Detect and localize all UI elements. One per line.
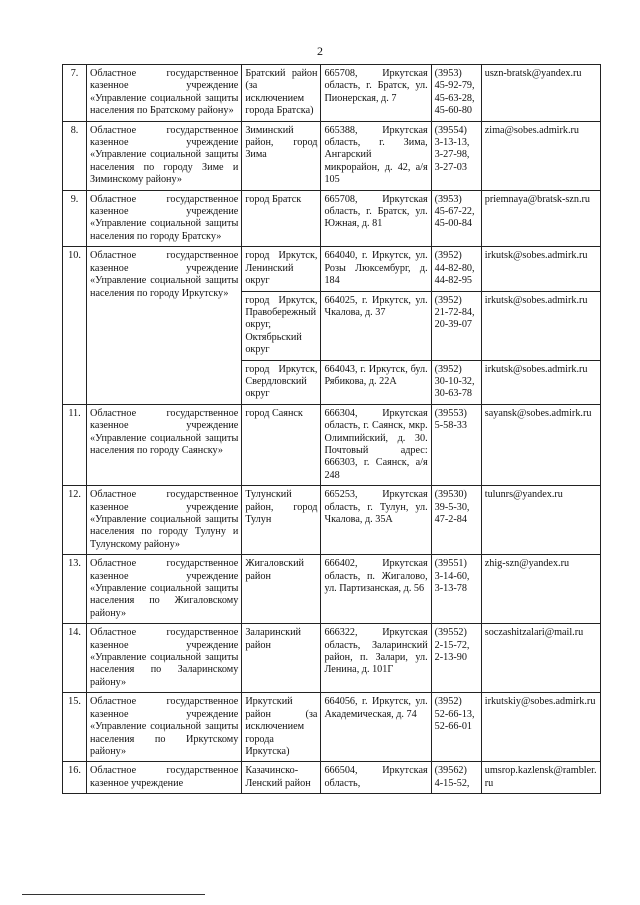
table-row bbox=[63, 121, 601, 190]
email-cell bbox=[481, 404, 600, 485]
row-number-cell bbox=[63, 404, 87, 485]
email-cell bbox=[481, 121, 600, 190]
row-number: 8. bbox=[70, 124, 79, 136]
territory-cell bbox=[242, 762, 321, 794]
territory-text: Братский район (за исключением города Братска) bbox=[245, 68, 318, 117]
phone-cell bbox=[431, 762, 481, 794]
address-text: 665253, Иркутская область, г. Тулун, ул. Чкалова, д. 35А bbox=[324, 489, 428, 525]
table-row bbox=[63, 486, 601, 555]
territory-cell bbox=[242, 121, 321, 190]
email-cell bbox=[481, 693, 600, 762]
address-text: 664043, г. Иркутск, бул. Рябикова, д. 22А bbox=[324, 363, 428, 387]
institution-name: Областное государственное казенное учреждение «Управление социальной защиты населения по городу Иркутску» bbox=[90, 250, 239, 299]
territory-text: Казачинско-Ленский район bbox=[245, 765, 311, 789]
email-text: uszn-bratsk@yandex.ru bbox=[484, 68, 582, 79]
email-text: irkutsk@sobes.admirk.ru bbox=[484, 250, 588, 262]
territory-cell bbox=[242, 404, 321, 485]
address-text: 665388, Иркутская область, г. Зима, Ангарский микрорайон, д. 42, а/я 105 bbox=[324, 124, 428, 186]
email-text: priemnaya@bratsk-szn.ru bbox=[484, 193, 591, 205]
phone-line: 2-13-90 bbox=[434, 652, 467, 664]
territory-cell bbox=[242, 693, 321, 762]
phone-line: 45-67-22, bbox=[434, 206, 475, 218]
phone-line: 21-72-84, bbox=[434, 306, 475, 318]
address-text: 666402, Иркутская область, п. Жигалово, ул. Партизанская, д. 56 bbox=[324, 558, 428, 595]
address-text: 666322, Иркутская область, Заларинский район, п. Залари, ул. Ленина, д. 101Г bbox=[324, 627, 428, 676]
phone-cell bbox=[431, 555, 481, 624]
email-text: irkutskiy@sobes.admirk.ru bbox=[484, 696, 596, 708]
territory-text: Зиминский район, город Зима bbox=[245, 124, 318, 161]
territory-cell bbox=[242, 291, 321, 360]
institution-name-cell bbox=[87, 65, 242, 122]
table-row bbox=[63, 247, 601, 291]
phone-line: (3952) bbox=[434, 363, 462, 375]
territory-cell bbox=[242, 555, 321, 624]
table-row bbox=[63, 555, 601, 624]
institution-name-cell bbox=[87, 555, 242, 624]
row-number: 15. bbox=[68, 696, 81, 708]
territory-cell bbox=[242, 624, 321, 693]
footnote-divider bbox=[22, 894, 205, 895]
email-cell bbox=[481, 486, 600, 555]
address-cell bbox=[321, 555, 431, 624]
territory-text: Заларинский район bbox=[245, 627, 302, 651]
row-number: 9. bbox=[70, 193, 79, 205]
institution-name-cell bbox=[87, 762, 242, 794]
phone-cell bbox=[431, 404, 481, 485]
email-cell bbox=[481, 762, 600, 794]
phone-line: 2-15-72, bbox=[434, 639, 470, 651]
address-text: 665708, Иркутская область, г. Братск, ул. Пионерская, д. 7 bbox=[324, 68, 428, 104]
territory-text: город Иркутск, Ленинский округ bbox=[245, 250, 318, 287]
institution-name-cell bbox=[87, 121, 242, 190]
address-text: 665708, Иркутская область, г. Братск, ул. Южная, д. 81 bbox=[324, 193, 428, 230]
email-text: irkutsk@sobes.admirk.ru bbox=[484, 363, 588, 375]
row-number-cell bbox=[63, 693, 87, 762]
row-number: 12. bbox=[68, 489, 81, 501]
address-cell bbox=[321, 291, 431, 360]
phone-line: (3953) bbox=[434, 68, 462, 79]
phone-cell bbox=[431, 486, 481, 555]
email-text: zhig-szn@yandex.ru bbox=[484, 558, 570, 570]
address-cell bbox=[321, 404, 431, 485]
email-cell bbox=[481, 624, 600, 693]
phone-line: 5-58-33 bbox=[434, 420, 467, 432]
institutions-table bbox=[62, 64, 601, 794]
phone-line: 45-92-79, bbox=[434, 80, 475, 92]
phone-line: (39551) bbox=[434, 558, 467, 570]
row-number-cell bbox=[63, 624, 87, 693]
email-text: zima@sobes.admirk.ru bbox=[484, 124, 579, 136]
phone-line: (39553) bbox=[434, 407, 467, 419]
email-text: umsrop.kazlensk@rambler.ru bbox=[484, 765, 597, 789]
phone-line: (39530) bbox=[434, 489, 467, 501]
email-cell bbox=[481, 555, 600, 624]
phone-line: 47-2-84 bbox=[434, 514, 467, 525]
table-row bbox=[63, 65, 601, 122]
institution-name: Областное государственное казенное учреждение «Управление социальной защиты населения по Жигаловскому району» bbox=[90, 558, 239, 619]
phone-cell bbox=[431, 65, 481, 122]
phone-line: 3-14-60, bbox=[434, 570, 470, 582]
phone-cell bbox=[431, 693, 481, 762]
table-row bbox=[63, 404, 601, 485]
phone-line: 39-5-30, bbox=[434, 501, 470, 513]
phone-line: 30-63-78 bbox=[434, 388, 473, 400]
page-number: 2 bbox=[317, 44, 323, 58]
table-body bbox=[63, 65, 601, 794]
address-cell bbox=[321, 762, 431, 794]
row-number-cell bbox=[63, 190, 87, 247]
address-cell bbox=[321, 65, 431, 122]
institution-name: Областное государственное казенное учреждение «Управление социальной защиты населения по городу Братску» bbox=[90, 193, 239, 242]
institution-name-cell bbox=[87, 624, 242, 693]
email-cell bbox=[481, 360, 600, 404]
address-cell bbox=[321, 486, 431, 555]
phone-line: 45-00-84 bbox=[434, 218, 473, 230]
territory-cell bbox=[242, 247, 321, 291]
email-text: sayansk@sobes.admirk.ru bbox=[484, 407, 592, 419]
territory-text: город Иркутск, Свердловский округ bbox=[245, 363, 318, 400]
institution-name-cell bbox=[87, 486, 242, 555]
row-number-cell bbox=[63, 486, 87, 555]
phone-line: (3952) bbox=[434, 696, 462, 708]
institution-name-cell bbox=[87, 404, 242, 485]
email-cell bbox=[481, 65, 600, 122]
institution-name: Областное государственное казенное учреждение «Управление социальной защиты населения по городу Зиме и Зиминскому району» bbox=[90, 124, 239, 186]
address-cell bbox=[321, 624, 431, 693]
phone-line: 52-66-01 bbox=[434, 721, 473, 733]
row-number-cell bbox=[63, 247, 87, 404]
institution-name: Областное государственное казенное учреждение «Управление социальной защиты населения по городу Тулуну и Тулунскому району» bbox=[90, 489, 239, 550]
phone-line: 3-13-78 bbox=[434, 583, 467, 595]
phone-line: 4-15-52, bbox=[434, 777, 470, 789]
phone-cell bbox=[431, 360, 481, 404]
address-cell bbox=[321, 693, 431, 762]
institution-name: Областное государственное казенное учреждение «Управление социальной защиты населения по Заларинскому району» bbox=[90, 627, 239, 688]
territory-text: Тулунский район, город Тулун bbox=[245, 489, 318, 525]
row-number: 7. bbox=[70, 68, 79, 79]
address-text: 664056, г. Иркутск, ул. Академическая, д. 74 bbox=[324, 696, 428, 720]
phone-line: 44-82-80, bbox=[434, 262, 475, 274]
phone-cell bbox=[431, 121, 481, 190]
phone-line: 3-27-98, bbox=[434, 149, 470, 161]
institution-name: Областное государственное казенное учреждение «Управление социальной защиты населения по Братскому району» bbox=[90, 68, 239, 117]
phone-line: (3953) bbox=[434, 193, 462, 205]
row-number-cell bbox=[63, 555, 87, 624]
institution-name: Областное государственное казенное учреждение «Управление социальной защиты населения по городу Саянску» bbox=[90, 407, 239, 456]
address-text: 664040, г. Иркутск, ул. Розы Люксембург, д. 184 bbox=[324, 250, 428, 287]
row-number: 16. bbox=[68, 765, 81, 777]
address-cell bbox=[321, 247, 431, 291]
row-number: 14. bbox=[68, 627, 81, 639]
institution-name-cell bbox=[87, 190, 242, 247]
phone-cell bbox=[431, 190, 481, 247]
territory-text: город Иркутск, Правобережный округ, Октябрьский округ bbox=[245, 294, 318, 356]
phone-cell bbox=[431, 247, 481, 291]
table-row bbox=[63, 624, 601, 693]
table-row bbox=[63, 190, 601, 247]
institution-name-cell bbox=[87, 693, 242, 762]
phone-line: 3-13-13, bbox=[434, 137, 470, 149]
institution-name-cell bbox=[87, 247, 242, 404]
row-number-cell bbox=[63, 65, 87, 122]
phone-line: 45-60-80 bbox=[434, 105, 473, 117]
address-cell bbox=[321, 190, 431, 247]
row-number: 13. bbox=[68, 558, 81, 570]
row-number: 10. bbox=[68, 250, 81, 262]
phone-line: 52-66-13, bbox=[434, 708, 475, 720]
email-cell bbox=[481, 247, 600, 291]
email-text: soczashitzalari@mail.ru bbox=[484, 627, 584, 639]
phone-line: (39554) bbox=[434, 124, 467, 136]
email-text: irkutsk@sobes.admirk.ru bbox=[484, 294, 588, 306]
territory-cell bbox=[242, 190, 321, 247]
phone-line: 45-63-28, bbox=[434, 92, 475, 104]
territory-text: Иркутский район (за исключением города Иркутска) bbox=[245, 696, 318, 757]
phone-line: (3952) bbox=[434, 250, 462, 262]
territory-cell bbox=[242, 360, 321, 404]
row-number: 11. bbox=[68, 407, 81, 419]
address-text: 666304, Иркутская область, г. Саянск, мкр. Олимпийский, д. 30. Почтовый адрес: 666303, г. Саянск, а/я 248 bbox=[324, 407, 428, 481]
phone-line: 30-10-32, bbox=[434, 375, 475, 387]
territory-cell bbox=[242, 65, 321, 122]
row-number-cell bbox=[63, 762, 87, 794]
phone-line: (3952) bbox=[434, 294, 462, 306]
phone-cell bbox=[431, 291, 481, 360]
address-cell bbox=[321, 121, 431, 190]
territory-text: город Братск bbox=[245, 193, 302, 205]
email-cell bbox=[481, 190, 600, 247]
phone-line: (39562) bbox=[434, 765, 467, 777]
address-text: 666504, Иркутская область, bbox=[324, 765, 428, 789]
phone-line: 20-39-07 bbox=[434, 319, 473, 331]
phone-line: 44-82-95 bbox=[434, 275, 473, 287]
institution-name: Областное государственное казенное учреждение bbox=[90, 765, 239, 789]
phone-line: 3-27-03 bbox=[434, 161, 467, 173]
email-cell bbox=[481, 291, 600, 360]
territory-text: Жигаловский район bbox=[245, 558, 304, 582]
territory-cell bbox=[242, 486, 321, 555]
row-number-cell bbox=[63, 121, 87, 190]
table-row bbox=[63, 762, 601, 794]
address-cell bbox=[321, 360, 431, 404]
address-text: 664025, г. Иркутск, ул. Чкалова, д. 37 bbox=[324, 294, 428, 318]
table-row bbox=[63, 693, 601, 762]
phone-cell bbox=[431, 624, 481, 693]
email-text: tulunrs@yandex.ru bbox=[484, 489, 563, 501]
phone-line: (39552) bbox=[434, 627, 467, 639]
institution-name: Областное государственное казенное учреждение «Управление социальной защиты населения по Иркутскому району» bbox=[90, 696, 239, 757]
territory-text: город Саянск bbox=[245, 407, 303, 419]
